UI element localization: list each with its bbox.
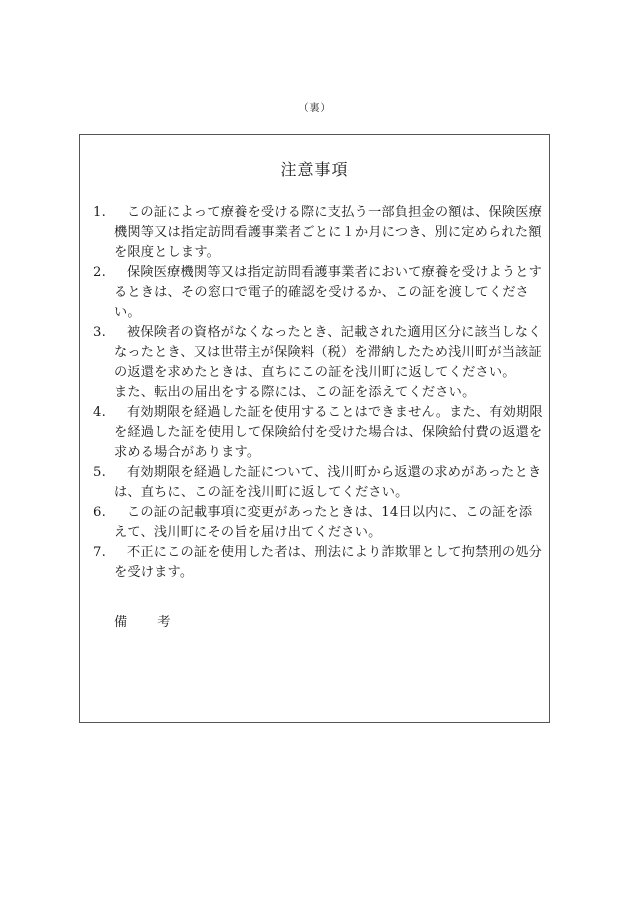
notice-item-text: 有効期限を経過した証について、浅川町から返還の求めがあったときは、直ちに、この証を浅川町に返してください。 [114, 465, 542, 500]
notice-item-3 [93, 323, 543, 403]
notice-item-number: 5. [93, 465, 106, 480]
notice-item-5 [93, 463, 543, 503]
notice-title: 注意事項 [280, 160, 349, 179]
remarks-label-second: 考 [157, 615, 171, 630]
notice-item-number: 4. [93, 405, 106, 420]
notice-item-extra-text: また、転出の届出をする際には、この証を添えてください。 [114, 385, 476, 400]
notice-item-1 [93, 203, 543, 263]
notice-box [79, 134, 550, 723]
notice-item-number: 6. [93, 505, 106, 520]
notice-item-6 [93, 503, 543, 543]
notice-items [93, 203, 543, 583]
remarks-label-first: 備 [114, 615, 128, 630]
notice-item-text: 不正にこの証を使用した者は、刑法により詐欺罪として拘禁刑の処分を受けます。 [114, 545, 543, 580]
notice-item-number: 2. [93, 265, 106, 280]
notice-item-2 [93, 263, 543, 323]
notice-item-number: 7. [93, 545, 106, 560]
notice-item-text: この証によって療養を受ける際に支払う一部負担金の額は、保険医療機関等又は指定訪問看護事業者ごとに１か月につき、別に定められた額を限度とします。 [114, 205, 543, 260]
notice-item-7 [93, 543, 543, 583]
notice-item-text: 保険医療機関等又は指定訪問看護事業者において療養を受けようとするときは、その窓口で電子的確認を受けるか、この証を渡してください。 [114, 265, 543, 320]
remarks-heading [114, 611, 170, 630]
notice-item-number: 3. [93, 325, 106, 340]
notice-item-number: 1. [93, 205, 106, 220]
notice-item-text: 有効期限を経過した証を使用することはできません。また、有効期限を経過した証を使用して保険給付を受けた場合は、保険給付費の返還を求める場合があります。 [114, 405, 543, 460]
page-side-label: （裏） [298, 103, 332, 114]
notice-item-4 [93, 403, 543, 463]
notice-item-text: この証の記載事項に変更があったときは、14日以内に、この証を添えて、浅川町にその旨を届け出てください。 [114, 505, 533, 540]
notice-item-text: 被保険者の資格がなくなったとき、記載された適用区分に該当しなくなったとき、又は世帯主が保険料（税）を滞納したため浅川町が当該証の返還を求めたときは、直ちにこの証を浅川町に返してください。 [114, 325, 542, 380]
